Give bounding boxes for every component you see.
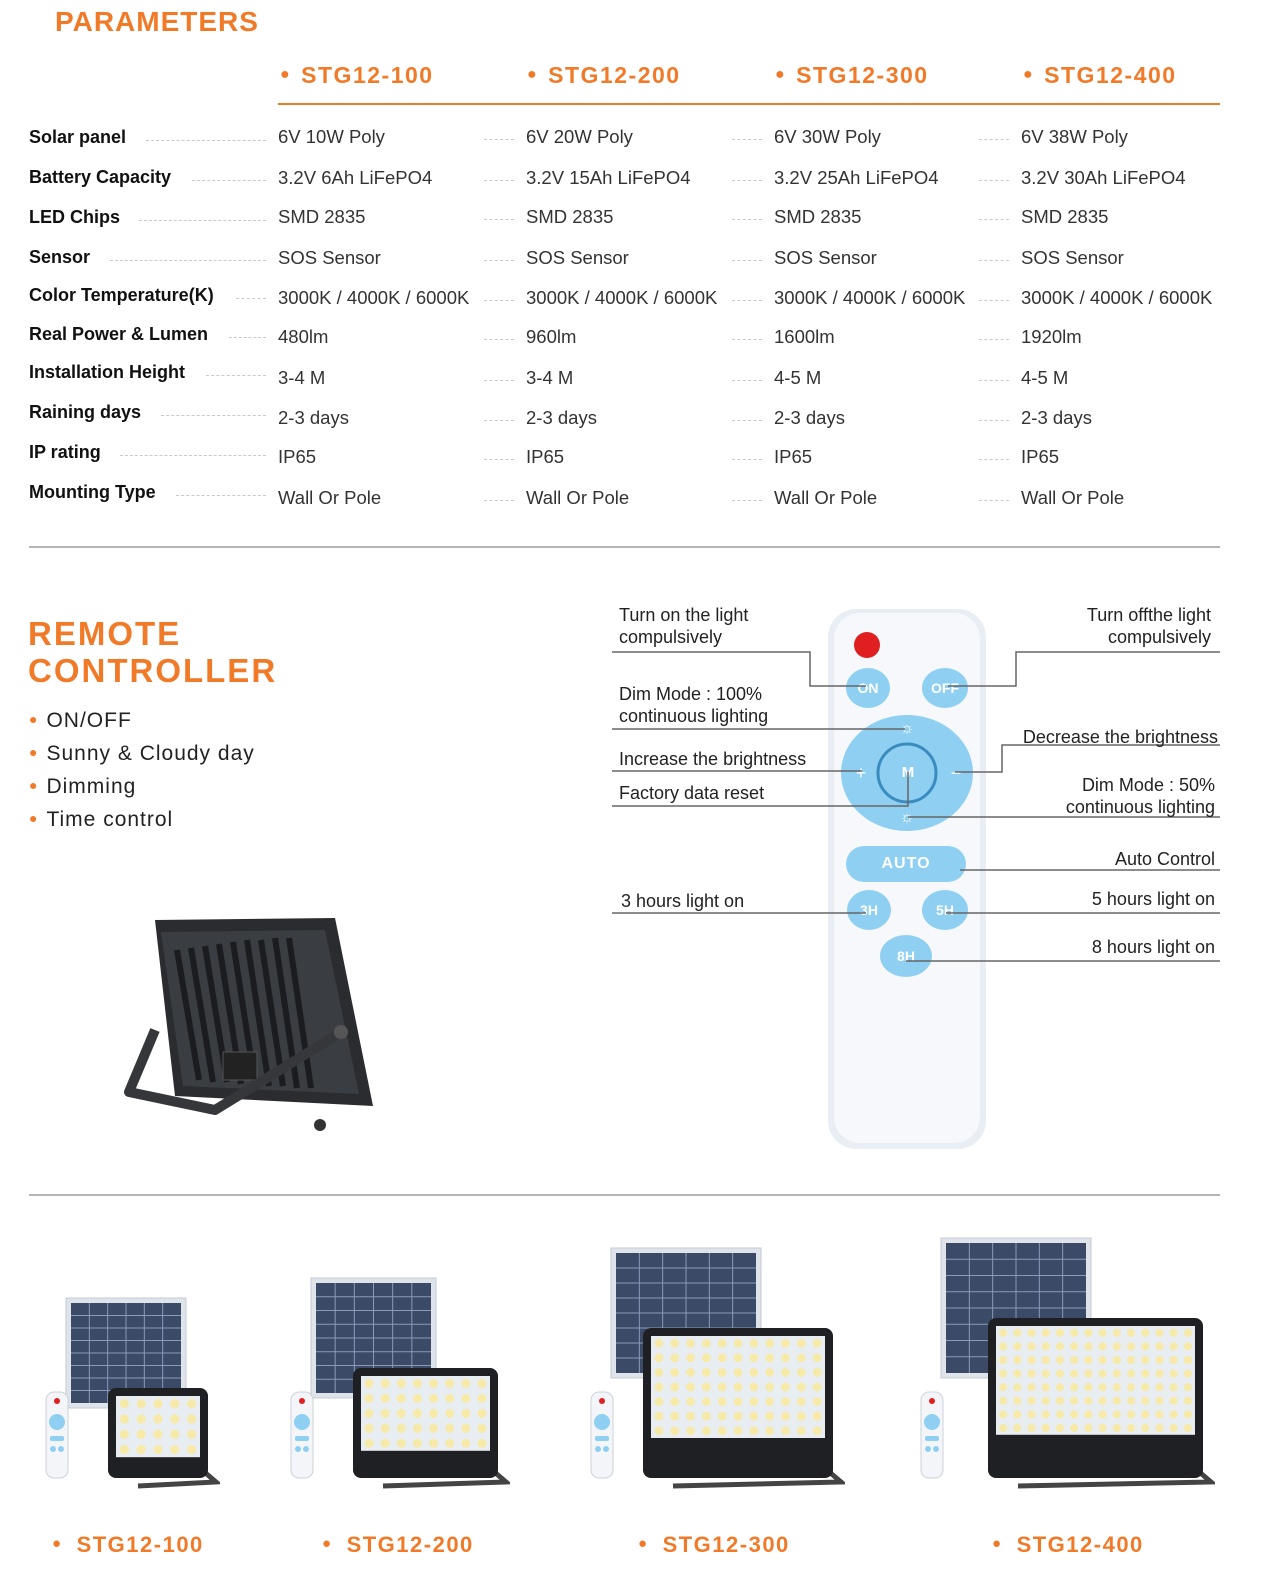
remote-decrease-button[interactable]: − (950, 763, 962, 783)
param-value: 3000K / 4000K / 6000K (526, 287, 718, 308)
model-header-3: ● STG12-300 (775, 62, 929, 88)
param-value: SMD 2835 (774, 206, 862, 227)
remote-dim100-icon[interactable]: ☼ (899, 720, 915, 737)
param-label: Solar panel (29, 127, 132, 148)
remote-5h-button[interactable]: 5H (922, 890, 968, 930)
param-value: 2-3 days (1021, 407, 1092, 428)
param-value: IP65 (1021, 446, 1060, 467)
param-value: 6V 30W Poly (774, 126, 881, 147)
callout-dim100: Dim Mode : 100% continuous lighting (619, 684, 769, 726)
param-value: 3.2V 15Ah LiFePO4 (526, 167, 691, 188)
param-value: 6V 20W Poly (526, 126, 633, 147)
product-image-4 (915, 1230, 1215, 1490)
param-value: 3.2V 30Ah LiFePO4 (1021, 167, 1186, 188)
param-value: SMD 2835 (526, 206, 614, 227)
param-label: IP rating (29, 442, 107, 463)
param-value: 6V 38W Poly (1021, 126, 1128, 147)
feature-item: ● ON/OFF (29, 709, 132, 732)
param-value: SOS Sensor (774, 247, 877, 268)
callout-increase: Increase the brightness (619, 749, 807, 769)
param-value: SOS Sensor (278, 247, 381, 268)
callout-reset: Factory data reset (619, 783, 765, 803)
model-header-2: ● STG12-200 (527, 62, 681, 88)
param-label: Installation Height (29, 362, 191, 383)
product-image-3 (585, 1240, 845, 1490)
product-image-2 (285, 1270, 510, 1490)
param-value: Wall Or Pole (278, 487, 382, 508)
remote-off-button[interactable]: OFF (922, 668, 968, 708)
remote-title-line1: REMOTE (28, 615, 182, 652)
param-value: SOS Sensor (526, 247, 629, 268)
parameters-title: PARAMETERS (55, 6, 259, 37)
param-label: Raining days (29, 402, 147, 423)
param-value: IP65 (526, 446, 565, 467)
param-value: 2-3 days (774, 407, 845, 428)
callout-5h: 5 hours light on (1091, 889, 1215, 909)
param-value: SMD 2835 (278, 206, 366, 227)
callout-turn-off: Turn offthe light compulsively (1086, 605, 1211, 647)
product-image-1 (40, 1290, 220, 1490)
callout-turn-on: Turn on the light compulsively (619, 605, 749, 647)
remote-3h-button[interactable]: 3H (847, 890, 891, 930)
feature-item: ● Time control (29, 808, 174, 831)
param-label: Color Temperature(K) (29, 285, 220, 306)
feature-item: ● Dimming (29, 775, 137, 798)
param-value: 3.2V 6Ah LiFePO4 (278, 167, 433, 188)
param-value: IP65 (278, 446, 317, 467)
param-label: Real Power & Lumen (29, 324, 214, 345)
remote-increase-button[interactable]: + (855, 763, 867, 783)
remote-8h-button[interactable]: 8H (880, 935, 932, 977)
param-value: 2-3 days (526, 407, 597, 428)
model-header-4: ● STG12-400 (1023, 62, 1177, 88)
param-value: IP65 (774, 446, 813, 467)
param-value: 3000K / 4000K / 6000K (774, 287, 966, 308)
callout-decrease: Decrease the brightness (1022, 727, 1218, 747)
param-value: 1600lm (774, 326, 835, 347)
remote-auto-button[interactable]: AUTO (846, 846, 966, 882)
remote-dim50-icon[interactable]: ☼ (899, 809, 915, 826)
param-label: Sensor (29, 247, 96, 268)
param-value: 3-4 M (526, 367, 574, 388)
product-label-3: ● STG12-300 (638, 1532, 790, 1557)
param-value: 4-5 M (1021, 367, 1069, 388)
param-label: LED Chips (29, 207, 126, 228)
product-label-4: ● STG12-400 (992, 1532, 1144, 1557)
callout-dim50: Dim Mode : 50% continuous lighting (1065, 775, 1215, 817)
product-label-2: ● STG12-200 (322, 1532, 474, 1557)
callout-3h: 3 hours light on (621, 891, 745, 911)
param-label: Mounting Type (29, 482, 162, 503)
param-value: 3.2V 25Ah LiFePO4 (774, 167, 939, 188)
remote-m-button[interactable]: M (901, 764, 915, 781)
callout-auto: Auto Control (1114, 849, 1215, 869)
param-value: 480lm (278, 326, 329, 347)
param-value: SOS Sensor (1021, 247, 1124, 268)
param-value: Wall Or Pole (774, 487, 878, 508)
param-value: Wall Or Pole (1021, 487, 1125, 508)
param-value: Wall Or Pole (526, 487, 630, 508)
param-value: 4-5 M (774, 367, 822, 388)
param-value: 960lm (526, 326, 577, 347)
section-divider-2 (29, 1194, 1220, 1196)
param-value: 3000K / 4000K / 6000K (278, 287, 470, 308)
param-value: 3-4 M (278, 367, 326, 388)
param-value: 2-3 days (278, 407, 349, 428)
callout-8h: 8 hours light on (1091, 937, 1215, 957)
feature-item: ● Sunny & Cloudy day (29, 742, 255, 765)
model-header-1: ● STG12-100 (280, 62, 434, 88)
remote-title-line2: CONTROLLER (28, 652, 278, 689)
remote-on-button[interactable]: ON (846, 668, 890, 708)
param-value: 1920lm (1021, 326, 1082, 347)
product-label-1: ● STG12-100 (52, 1532, 204, 1557)
param-value: 6V 10W Poly (278, 126, 385, 147)
param-value: SMD 2835 (1021, 206, 1109, 227)
param-label: Battery Capacity (29, 167, 177, 188)
param-value: 3000K / 4000K / 6000K (1021, 287, 1213, 308)
